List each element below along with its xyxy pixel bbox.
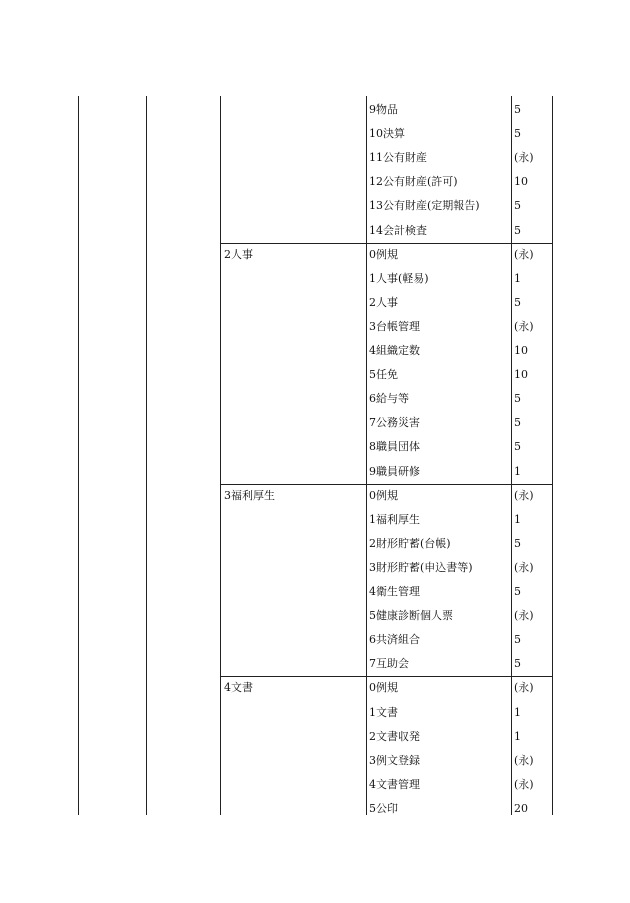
category-label: 4文書 <box>224 681 253 694</box>
item-name: 9職員研修 <box>369 465 420 478</box>
retention-period: 1 <box>514 465 521 478</box>
retention-period: 5 <box>514 392 521 405</box>
item-name: 2人事 <box>369 296 398 309</box>
retention-period: 1 <box>514 513 521 526</box>
column-rule-2 <box>220 96 221 815</box>
retention-period: 1 <box>514 730 521 743</box>
category-label: 3福利厚生 <box>224 489 275 502</box>
retention-period: 20 <box>514 802 528 815</box>
retention-period: 5 <box>514 224 521 237</box>
item-name: 13公有財産(定期報告) <box>369 199 480 212</box>
column-rule-0 <box>78 96 79 815</box>
category-label: 2人事 <box>224 248 253 261</box>
retention-period: 5 <box>514 199 521 212</box>
retention-period: 5 <box>514 103 521 116</box>
item-name: 0例規 <box>369 489 398 502</box>
column-rule-1 <box>146 96 147 815</box>
item-name: 1文書 <box>369 706 398 719</box>
group-separator <box>220 484 552 485</box>
retention-period: (永) <box>514 681 534 694</box>
item-name: 14会計検査 <box>369 224 427 237</box>
item-name: 6給与等 <box>369 392 409 405</box>
item-name: 8職員団体 <box>369 440 420 453</box>
item-name: 5公印 <box>369 802 398 815</box>
retention-period: (永) <box>514 609 534 622</box>
retention-period: (永) <box>514 778 534 791</box>
item-name: 3財形貯蓄(申込書等) <box>369 561 473 574</box>
retention-period: 5 <box>514 440 521 453</box>
retention-period: 10 <box>514 175 528 188</box>
retention-period: (永) <box>514 489 534 502</box>
item-name: 0例規 <box>369 681 398 694</box>
item-name: 2財形貯蓄(台帳) <box>369 537 451 550</box>
retention-period: (永) <box>514 754 534 767</box>
retention-period: 5 <box>514 537 521 550</box>
retention-period: (永) <box>514 320 534 333</box>
retention-period: (永) <box>514 248 534 261</box>
item-name: 1人事(軽易) <box>369 272 429 285</box>
retention-period: 5 <box>514 127 521 140</box>
item-name: 10決算 <box>369 127 405 140</box>
item-name: 2文書収発 <box>369 730 420 743</box>
group-separator <box>220 243 552 244</box>
item-name: 12公有財産(許可) <box>369 175 458 188</box>
item-name: 4文書管理 <box>369 778 420 791</box>
item-name: 11公有財産 <box>369 151 427 164</box>
retention-period: 5 <box>514 416 521 429</box>
retention-period: 1 <box>514 706 521 719</box>
item-name: 5任免 <box>369 368 398 381</box>
item-name: 7公務災害 <box>369 416 420 429</box>
item-name: 3台帳管理 <box>369 320 420 333</box>
retention-period: (永) <box>514 561 534 574</box>
item-name: 1福利厚生 <box>369 513 420 526</box>
retention-period: 5 <box>514 633 521 646</box>
retention-period: 1 <box>514 272 521 285</box>
item-name: 4衛生管理 <box>369 585 420 598</box>
retention-period: 5 <box>514 296 521 309</box>
item-name: 9物品 <box>369 103 398 116</box>
column-rule-3 <box>366 96 367 815</box>
item-name: 4組織定数 <box>369 344 420 357</box>
group-separator <box>220 676 552 677</box>
item-name: 3例文登録 <box>369 754 420 767</box>
retention-period: 10 <box>514 368 528 381</box>
retention-period: (永) <box>514 151 534 164</box>
retention-period: 10 <box>514 344 528 357</box>
column-rule-4 <box>511 96 512 815</box>
item-name: 6共済組合 <box>369 633 420 646</box>
item-name: 7互助会 <box>369 657 409 670</box>
item-name: 0例規 <box>369 248 398 261</box>
column-rule-5 <box>552 96 553 815</box>
retention-period: 5 <box>514 585 521 598</box>
retention-period: 5 <box>514 657 521 670</box>
item-name: 5健康診断個人票 <box>369 609 453 622</box>
